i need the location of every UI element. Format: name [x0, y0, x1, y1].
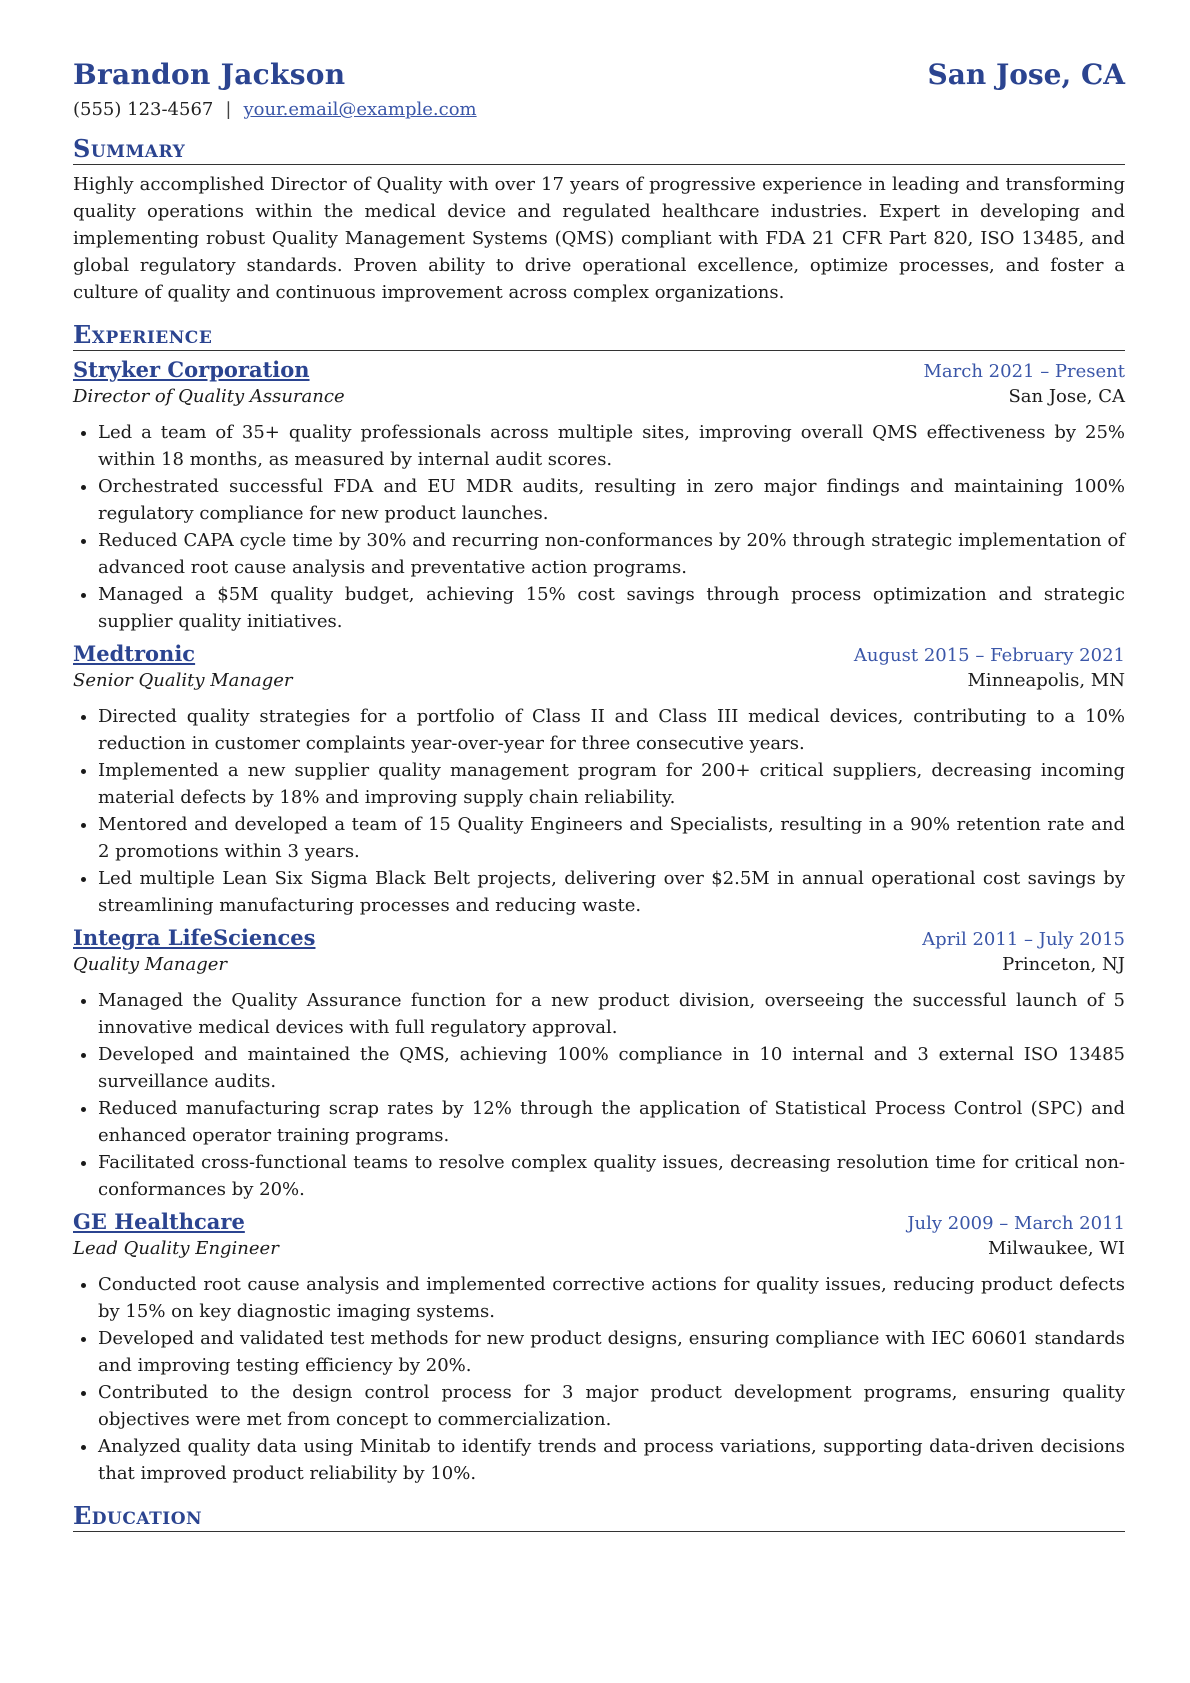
job-bullets	[73, 703, 1125, 919]
resume-page	[73, 58, 1125, 1532]
job-location: Princeton, NJ	[1002, 954, 1125, 975]
candidate-location: San Jose, CA	[927, 58, 1125, 91]
experience-list	[73, 357, 1125, 1487]
resume-header	[73, 58, 1125, 91]
job-title: Lead Quality Engineer	[73, 1238, 279, 1259]
summary-heading: Summary	[73, 134, 1125, 165]
email-link[interactable]: your.email@example.com	[243, 99, 477, 120]
job-bullet: • Implemented a new supplier quality management program for 200+ critical suppliers, decreasing incoming material defects by 18% and improving supply chain reliability.	[98, 757, 1125, 811]
experience-heading: Experience	[73, 320, 1125, 351]
job-bullet: • Directed quality strategies for a portfolio of Class II and Class III medical devices, contributing to a 10% reduction in customer complaints year-over-year for three consecutive years.	[98, 703, 1125, 757]
job-location: San Jose, CA	[1008, 386, 1125, 407]
phone-number: (555) 123-4567	[73, 99, 214, 120]
job-bullet: • Analyzed quality data using Minitab to identify trends and process variations, supporting data-driven decisions that improved product reliability by 10%.	[98, 1433, 1125, 1487]
job-bullet: • Facilitated cross-functional teams to resolve complex quality issues, decreasing resolution time for critical non-conformances by 20%.	[98, 1149, 1125, 1203]
job-subheader-row	[73, 1234, 1125, 1259]
job-header-row	[73, 357, 1125, 382]
job-subheader-row	[73, 666, 1125, 691]
job-dates: April 2011 – July 2015	[922, 929, 1125, 950]
job-dates: August 2015 – February 2021	[853, 645, 1125, 666]
job-entry	[73, 1209, 1125, 1487]
job-location: Milwaukee, WI	[988, 1238, 1125, 1259]
job-header-row	[73, 1209, 1125, 1234]
job-bullet: • Managed a $5M quality budget, achieving 15% cost savings through process optimization and strategic supplier quality initiatives.	[98, 581, 1125, 635]
job-bullets	[73, 1271, 1125, 1487]
job-dates: March 2021 – Present	[923, 361, 1125, 382]
company-link[interactable]: GE Healthcare	[73, 1209, 245, 1234]
job-location: Minneapolis, MN	[967, 670, 1125, 691]
job-entry	[73, 641, 1125, 919]
company-link[interactable]: Integra LifeSciences	[73, 925, 316, 950]
contact-separator: |	[225, 99, 232, 120]
job-subheader-row	[73, 382, 1125, 407]
job-bullet: • Developed and validated test methods for new product designs, ensuring compliance with IEC 60601 standards and improving testing efficiency by 20%.	[98, 1325, 1125, 1379]
job-bullets	[73, 987, 1125, 1203]
job-bullet: • Conducted root cause analysis and implemented corrective actions for quality issues, reducing product defects by 15% on key diagnostic imaging systems.	[98, 1271, 1125, 1325]
job-bullets	[73, 419, 1125, 635]
job-bullet: • Reduced CAPA cycle time by 30% and recurring non-conformances by 20% through strategic implementation of advanced root cause analysis and preventative action programs.	[98, 527, 1125, 581]
job-bullet: • Developed and maintained the QMS, achieving 100% compliance in 10 internal and 3 external ISO 13485 surveillance audits.	[98, 1041, 1125, 1095]
job-dates: July 2009 – March 2011	[907, 1213, 1125, 1234]
job-header-row	[73, 641, 1125, 666]
job-bullet: • Reduced manufacturing scrap rates by 12% through the application of Statistical Process Control (SPC) and enhanced operator training programs.	[98, 1095, 1125, 1149]
job-header-row	[73, 925, 1125, 950]
job-bullet: • Mentored and developed a team of 15 Quality Engineers and Specialists, resulting in a 90% retention rate and 2 promotions within 3 years.	[98, 811, 1125, 865]
job-bullet: • Led multiple Lean Six Sigma Black Belt projects, delivering over $2.5M in annual operational cost savings by streamlining manufacturing processes and reducing waste.	[98, 865, 1125, 919]
job-bullet: • Managed the Quality Assurance function for a new product division, overseeing the successful launch of 5 innovative medical devices with full regulatory approval.	[98, 987, 1125, 1041]
company-link[interactable]: Medtronic	[73, 641, 196, 666]
candidate-name: Brandon Jackson	[73, 58, 346, 91]
job-title: Senior Quality Manager	[73, 670, 293, 691]
job-title: Quality Manager	[73, 954, 227, 975]
job-title: Director of Quality Assurance	[73, 386, 345, 407]
education-heading: Education	[73, 1501, 1125, 1532]
contact-line	[73, 99, 1125, 120]
job-bullet: • Contributed to the design control process for 3 major product development programs, ensuring quality objectives were met from concept to commercialization.	[98, 1379, 1125, 1433]
summary-text: Highly accomplished Director of Quality with over 17 years of progressive experience in leading and transforming quality operations within the medical device and regulated healthcare industries. Expert in developing and implementing robust Quality Management Systems (QMS) compliant with FDA 21 CFR Part 820, ISO 13485, and global regulatory standards. Proven ability to drive operational excellence, optimize processes, and foster a culture of quality and continuous improvement across complex organizations.	[73, 174, 1125, 303]
job-bullet: • Led a team of 35+ quality professionals across multiple sites, improving overall QMS effectiveness by 25% within 18 months, as measured by internal audit scores.	[98, 419, 1125, 473]
job-entry	[73, 357, 1125, 635]
company-link[interactable]: Stryker Corporation	[73, 357, 310, 382]
job-subheader-row	[73, 950, 1125, 975]
job-entry	[73, 925, 1125, 1203]
job-bullet: • Orchestrated successful FDA and EU MDR audits, resulting in zero major findings and maintaining 100% regulatory compliance for new product launches.	[98, 473, 1125, 527]
